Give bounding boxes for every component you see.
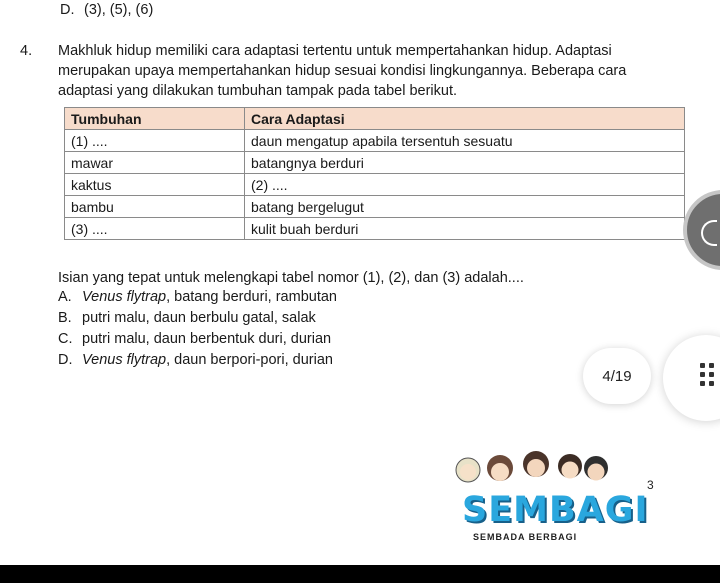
child-face-icon bbox=[523, 451, 549, 477]
option-letter: A. bbox=[58, 289, 72, 305]
table-row bbox=[65, 130, 685, 152]
table-row bbox=[65, 218, 685, 240]
question-paragraph-line-2: merupakan upaya mempertahankan hidup sesuai kondisi lingkungannya. Beberapa cara bbox=[58, 63, 627, 79]
grid-dot-icon bbox=[700, 372, 705, 377]
option-letter: C. bbox=[58, 331, 73, 347]
table-cell: (2) .... bbox=[245, 174, 685, 196]
sembagi-logo bbox=[438, 446, 649, 550]
table-row bbox=[65, 174, 685, 196]
table-cell: batangnya berduri bbox=[245, 152, 685, 174]
page-indicator bbox=[583, 348, 651, 404]
child-face-icon bbox=[456, 458, 480, 482]
arrow-icon bbox=[701, 220, 717, 246]
page-number: 3 bbox=[647, 478, 654, 492]
page-indicator-text: 4/19 bbox=[602, 367, 632, 385]
grid-menu-button[interactable] bbox=[663, 335, 720, 421]
option-text: (3), (5), (6) bbox=[84, 2, 154, 18]
grid-dot-icon bbox=[700, 381, 705, 386]
table-cell: kaktus bbox=[65, 174, 245, 196]
logo-text: SEMBAGI bbox=[462, 490, 649, 530]
floating-side-button[interactable] bbox=[683, 190, 720, 270]
header-cara-adaptasi: Cara Adaptasi bbox=[245, 108, 685, 130]
option-b[interactable] bbox=[58, 309, 316, 327]
option-letter: B. bbox=[58, 310, 72, 326]
kids-illustration-icon bbox=[438, 446, 618, 496]
grid-dot-icon bbox=[700, 363, 705, 368]
table-row bbox=[65, 152, 685, 174]
option-letter: D. bbox=[60, 2, 75, 18]
option-c[interactable] bbox=[58, 330, 331, 348]
option-text: , batang berduri, rambutan bbox=[166, 289, 337, 305]
table-row bbox=[65, 196, 685, 218]
grid-dot-icon bbox=[709, 363, 714, 368]
option-italic-text: Venus flytrap bbox=[82, 289, 167, 305]
child-face-icon bbox=[584, 456, 608, 481]
bottom-bar bbox=[0, 565, 720, 583]
grid-dot-icon bbox=[709, 381, 714, 386]
previous-option-d bbox=[60, 1, 153, 19]
table-cell: (1) .... bbox=[65, 130, 245, 152]
table-cell: bambu bbox=[65, 196, 245, 218]
question-paragraph-line-3: adaptasi yang dilakukan tumbuhan tampak pada tabel berikut. bbox=[58, 83, 458, 99]
table-cell: (3) .... bbox=[65, 218, 245, 240]
table-cell: batang bergelugut bbox=[245, 196, 685, 218]
option-a[interactable] bbox=[58, 288, 337, 306]
table-header-row bbox=[65, 108, 685, 130]
header-tumbuhan: Tumbuhan bbox=[65, 108, 245, 130]
option-italic-text: Venus flytrap bbox=[82, 352, 167, 368]
table-cell: daun mengatup apabila tersentuh sesuatu bbox=[245, 130, 685, 152]
child-face-icon bbox=[487, 455, 513, 481]
option-text: putri malu, daun berbulu gatal, salak bbox=[82, 310, 316, 326]
logo-subtitle: SEMBADA BERBAGI bbox=[473, 532, 578, 542]
grid-dot-icon bbox=[709, 372, 714, 377]
child-face-icon bbox=[558, 454, 582, 479]
question-paragraph-line-1: Makhluk hidup memiliki cara adaptasi tertentu untuk mempertahankan hidup. Adaptasi bbox=[58, 43, 612, 59]
question-prompt: Isian yang tepat untuk melengkapi tabel nomor (1), (2), dan (3) adalah.... bbox=[58, 270, 524, 286]
option-letter: D. bbox=[58, 352, 73, 368]
option-d[interactable] bbox=[58, 351, 333, 369]
table-cell: kulit buah berduri bbox=[245, 218, 685, 240]
question-number: 4. bbox=[20, 43, 33, 59]
table-cell: mawar bbox=[65, 152, 245, 174]
option-text: , daun berpori-pori, durian bbox=[166, 352, 333, 368]
adaptation-table bbox=[64, 107, 685, 240]
option-text: putri malu, daun berbentuk duri, durian bbox=[82, 331, 332, 347]
